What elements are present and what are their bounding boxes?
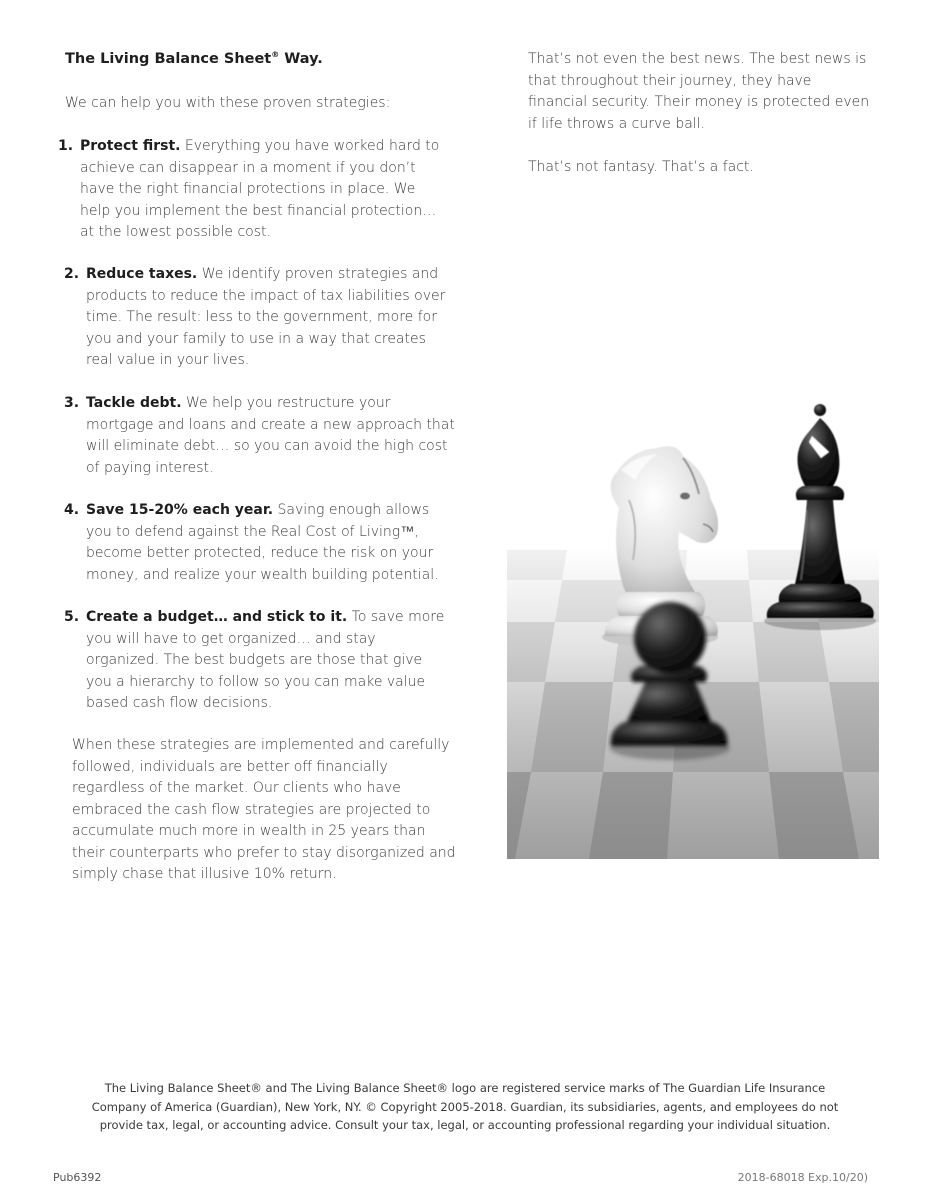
legal-disclaimer: The Living Balance Sheet® and The Living Balance Sheet® logo are registered service marks of The Guardian Life Insurance Company of America (Guardian), New York, NY. © Copyright 2005-2018. Guardian, its subsidiaries, agents, and employees do not provide tax, legal, or accounting advice. Consult your tax, legal, or accounting professional regarding your individual situation.	[91, 1081, 839, 1132]
strategy-number: 5.	[64, 609, 80, 625]
chess-pieces-photo	[507, 400, 879, 859]
strategy-item-3	[64, 393, 456, 479]
fact-paragraph: That’s not fantasy. That’s a fact.	[528, 159, 754, 175]
strategy-text: Everything you have worked hard to achieve can disappear in a moment if you don’t have the right financial protections in place. We help you implement the best financial protection… at the lowest possible cost.	[80, 138, 440, 240]
strategy-lead: Reduce taxes.	[86, 266, 198, 282]
strategy-lead: Tackle debt.	[86, 395, 182, 411]
strategy-text: We help you restructure your mortgage and loans and create a new approach that will eliminate debt… so you can avoid the high cost of paying interest.	[86, 395, 455, 476]
strategy-number: 2.	[64, 266, 80, 282]
intro-text: We can help you with these proven strategies:	[65, 95, 391, 111]
black-bishop-piece	[764, 404, 876, 630]
strategy-number: 1.	[58, 138, 74, 154]
strategy-item-4	[64, 500, 458, 586]
strategy-item-2	[64, 264, 452, 372]
strategy-item-1	[58, 136, 450, 244]
strategy-text: We identify proven strategies and products to reduce the impact of tax liabilities over time. The result: less to the government, more for you and your family to use in a way that creates real value in your lives.	[86, 266, 446, 368]
strategy-text: To save more you will have to get organized… and stay organized. The best budgets are those that give you a hierarchy to follow so you can make value based cash flow decisions.	[86, 609, 445, 711]
strategy-number: 4.	[64, 502, 80, 518]
publication-number: Pub6392	[53, 1171, 102, 1184]
heading-text: The Living Balance Sheet	[65, 51, 272, 67]
page-heading	[65, 50, 323, 67]
strategy-number: 3.	[64, 395, 80, 411]
strategy-lead: Create a budget… and stick to it.	[86, 609, 348, 625]
strategy-item-5	[64, 607, 452, 715]
strategy-text: Saving enough allows you to defend against the Real Cost of Living™, become better protected, reduce the risk on your money, and realize your wealth building potential.	[86, 502, 439, 583]
registered-mark: ®	[271, 50, 280, 59]
closing-paragraph: When these strategies are implemented and carefully followed, individuals are better off financially regardless of the market. Our clients who have embraced the cash flow strategies are projected to accumulate much more in wealth in 25 years than their counterparts who prefer to stay disorganized and simply chase that illusive 10% return.	[72, 737, 456, 882]
best-news-paragraph: That’s not even the best news. The best news is that throughout their journey, they have financial security. Their money is protected even if life throws a curve ball.	[528, 51, 870, 132]
heading-suffix: Way.	[279, 51, 323, 67]
document-code: 2018-68018 Exp.10/20)	[737, 1171, 868, 1184]
strategy-lead: Protect first.	[80, 138, 181, 154]
strategy-lead: Save 15-20% each year.	[86, 502, 274, 518]
